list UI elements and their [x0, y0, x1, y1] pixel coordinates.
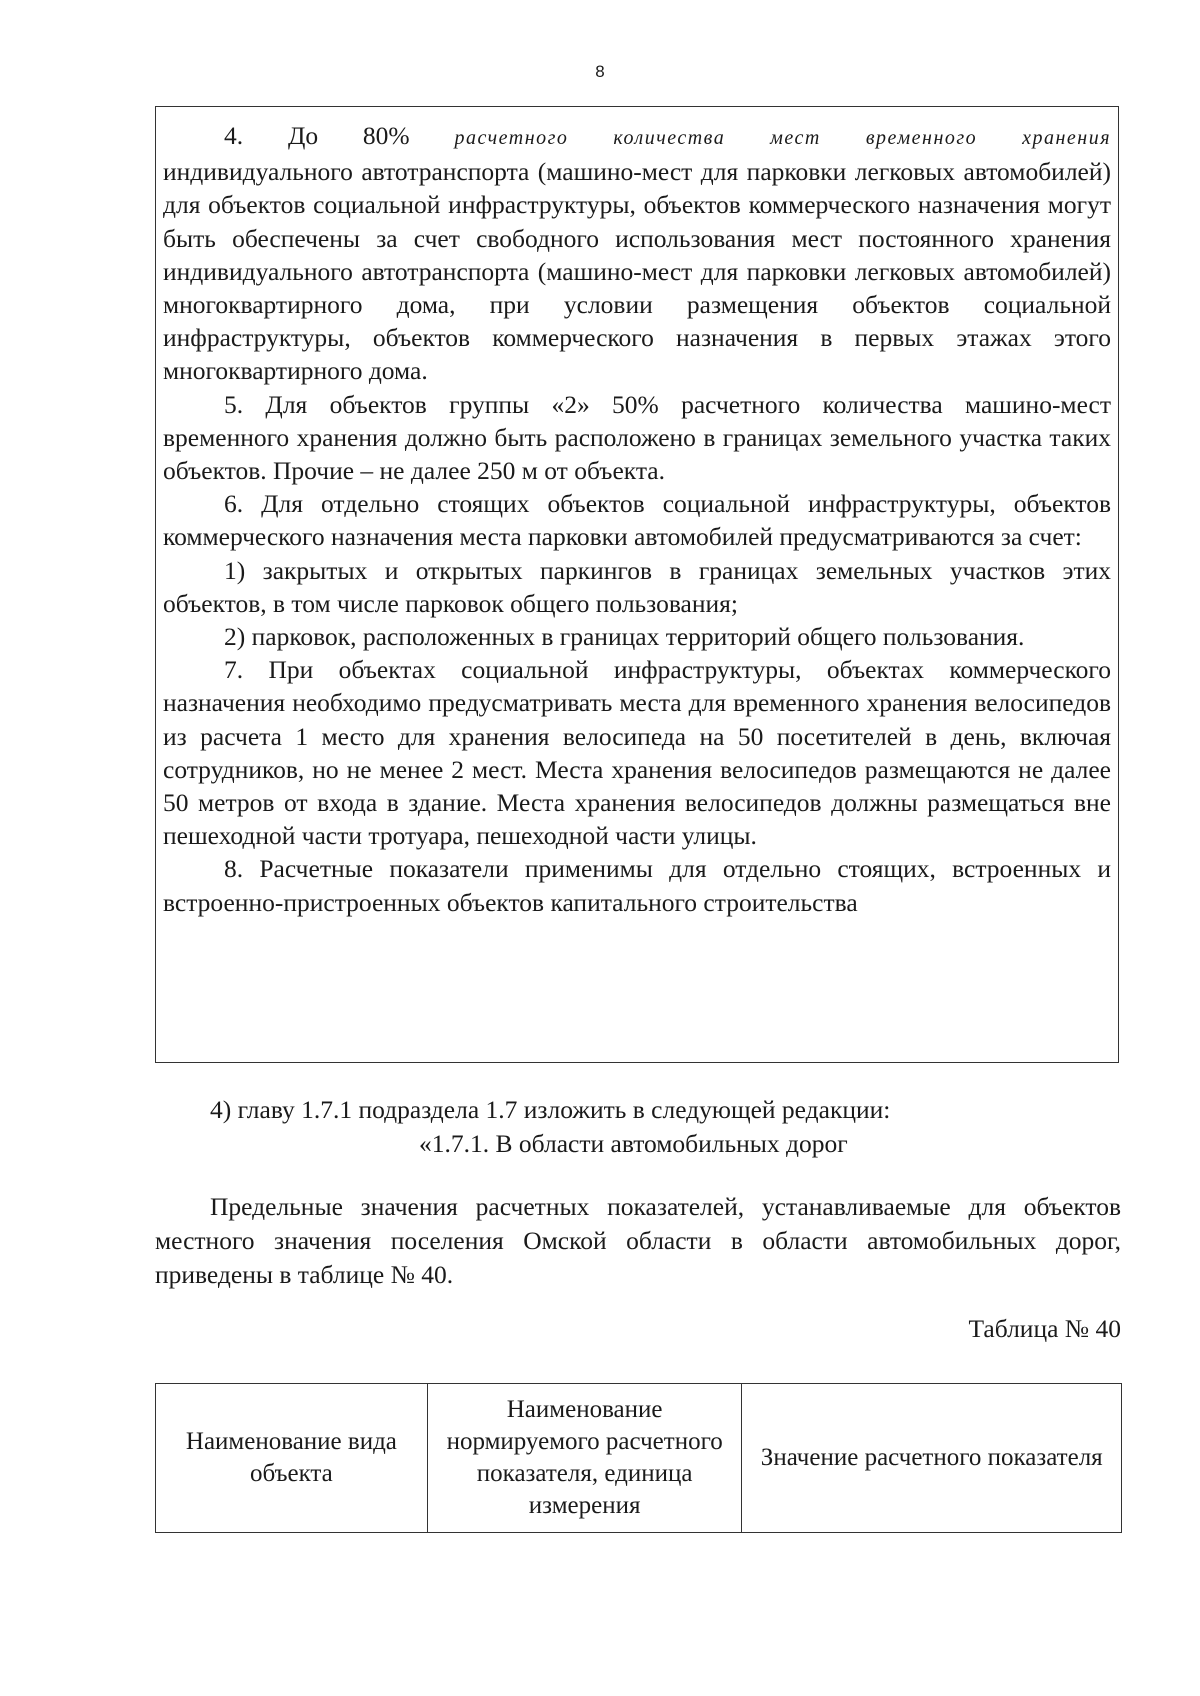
norm-table: [155, 1383, 1122, 1533]
paragraph-6-item-1: 1) закрытых и открытых паркингов в границах земельных участков этих объектов, в том числе парковок общего пользования;: [163, 555, 1111, 618]
paragraph-6-item-2: 2) парковок, расположенных в границах территорий общего пользования.: [224, 622, 1025, 652]
paragraph-8: 8. Расчетные показатели применимы для отдельно стоящих, встроенных и встроенно-пристроенных объектов капитального строительства: [163, 854, 1111, 917]
paragraph-7: 7. При объектах социальной инфраструктуры, объектах коммерческого назначения необходимо предусматривать места для временного хранения велосипедов из расчета 1 место для хранения велосипеда на 50 посетителей в день, включая сотрудников, но не менее 2 мест. Места хранения велосипедов размещаются не далее 50 метров от входа в здание. Места хранения велосипедов должны размещаться вне пешеходной части тротуара, пешеходной части улицы.: [163, 655, 1111, 851]
framed-text-block: [155, 106, 1119, 1063]
paragraph-5: 5. Для объектов группы «2» 50% расчетного количества машино-мест временного хранения должно быть расположено в границах земельного участка таких объектов. Прочие – не далее 250 м от объекта.: [163, 389, 1111, 486]
paragraph-6: 6. Для отдельно стоящих объектов социальной инфраструктуры, объектов коммерческого назначения места парковки автомобилей предусматриваются за счет:: [163, 489, 1111, 552]
table-caption: Таблица № 40: [968, 1314, 1121, 1343]
page-number: 8: [595, 62, 605, 81]
paragraph-4-faded-text: расчетного количества мест временного хранения: [454, 127, 1112, 149]
paragraph-4: [163, 119, 1111, 155]
table-header-indicator-value: Значение расчетного показателя: [742, 1384, 1122, 1533]
intro-paragraph: Предельные значения расчетных показателей, устанавливаемые для объектов местного значения поселения Омской области в области автомобильных дорог, приведены в таблице № 40.: [155, 1192, 1121, 1289]
table-header-indicator-name: Наименование нормируемого расчетного показателя, единица измерения: [427, 1384, 742, 1533]
subsection-title: «1.7.1. В области автомобильных дорог: [419, 1129, 848, 1158]
table-header-object-type: Наименование вида объекта: [156, 1384, 428, 1533]
chapter-instruction: 4) главу 1.7.1 подраздела 1.7 изложить в следующей редакции:: [210, 1095, 891, 1124]
paragraph-4-continuation: индивидуального автотранспорта (машино-мест для парковки легковых автомобилей) для объектов социальной инфраструктуры, объектов коммерческого назначения могут быть обеспечены за счет свободного использования мест постоянного хранения индивидуального автотранспорта (машино-мест для парковки легковых автомобилей) многоквартирного дома, при условии размещения объектов социальной инфраструктуры, объектов коммерческого назначения в первых этажах этого многоквартирного дома.: [163, 157, 1111, 386]
table-header-row: [156, 1384, 1122, 1533]
paragraph-4-start: 4. До 80%: [224, 121, 410, 150]
